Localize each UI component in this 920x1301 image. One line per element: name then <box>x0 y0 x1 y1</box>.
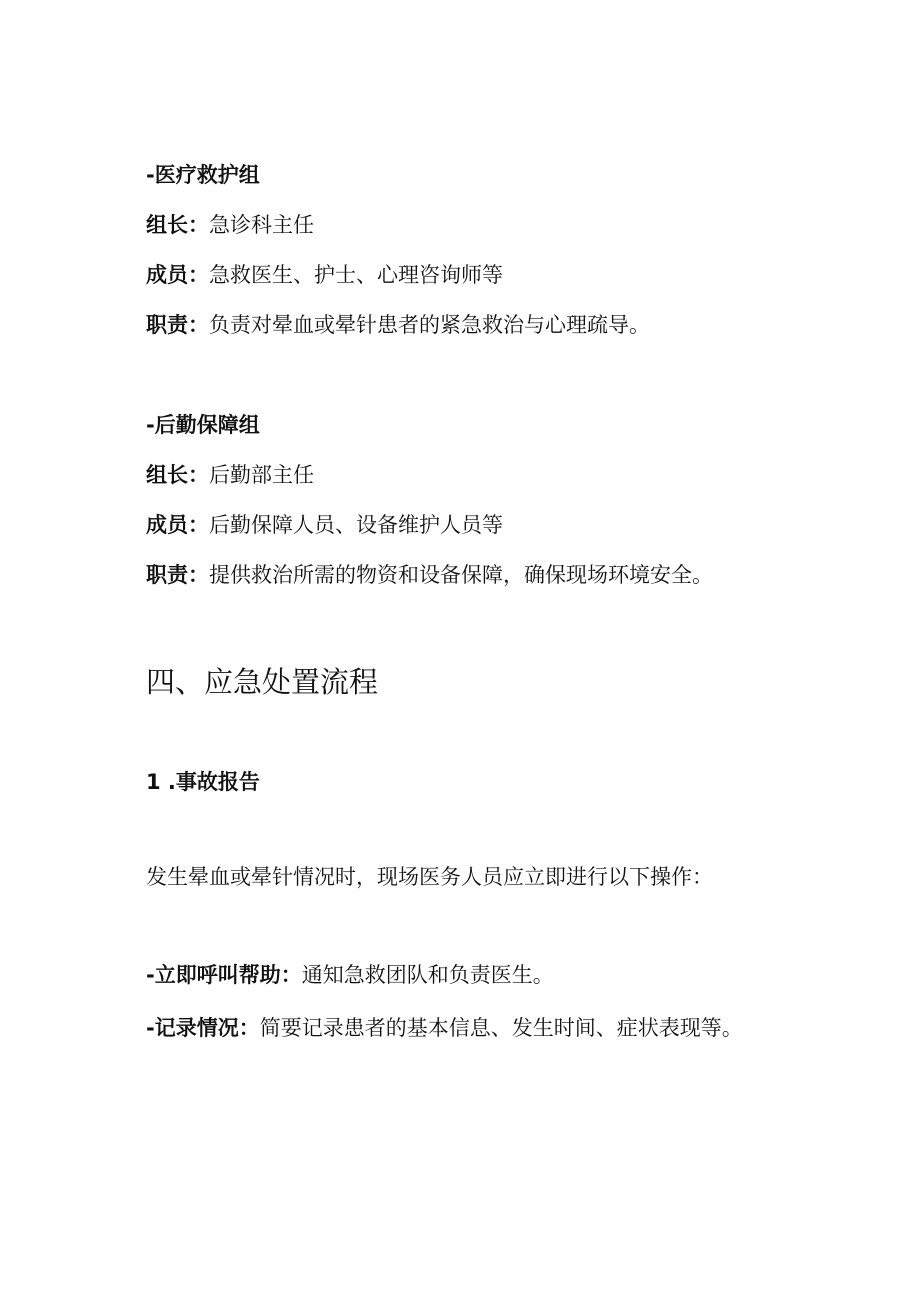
section-heading: 四、应急处置流程 <box>146 665 379 699</box>
members-label: 成员： <box>146 263 209 287</box>
logistics-leader-line <box>146 460 314 490</box>
members-value: 急救医生、护士、心理咨询师等 <box>209 263 503 287</box>
leader-label: 组长： <box>146 463 209 487</box>
logistics-duty-line <box>146 560 713 590</box>
subsection-title: 1 .事故报告 <box>146 770 260 794</box>
leader-value: 急诊科主任 <box>209 213 314 237</box>
list-item-label: -立即呼叫帮助： <box>146 963 302 987</box>
list-item-text: 通知急救团队和负责医生。 <box>301 963 554 987</box>
leader-value: 后勤部主任 <box>209 463 314 487</box>
list-item-text: 简要记录患者的基本信息、发生时间、症状表现等。 <box>259 1016 743 1040</box>
medical-leader-line <box>146 210 314 240</box>
intro-paragraph: 发生晕血或晕针情况时，现场医务人员应立即进行以下操作： <box>146 865 713 889</box>
duty-label: 职责： <box>146 313 209 337</box>
members-value: 后勤保障人员、设备维护人员等 <box>209 513 503 537</box>
list-item <box>146 960 554 990</box>
duty-label: 职责： <box>146 563 209 587</box>
members-label: 成员： <box>146 513 209 537</box>
medical-group-title: -医疗救护组 <box>146 163 260 187</box>
list-item-label: -记录情况： <box>146 1016 260 1040</box>
logistics-group-title: -后勤保障组 <box>146 413 260 437</box>
logistics-members-line <box>146 510 503 540</box>
duty-value: 负责对晕血或晕针患者的紧急救治与心理疏导。 <box>209 313 650 337</box>
medical-members-line <box>146 260 503 290</box>
leader-label: 组长： <box>146 213 209 237</box>
medical-duty-line <box>146 310 650 340</box>
duty-value: 提供救治所需的物资和设备保障，确保现场环境安全。 <box>209 563 713 587</box>
list-item <box>146 1013 743 1043</box>
